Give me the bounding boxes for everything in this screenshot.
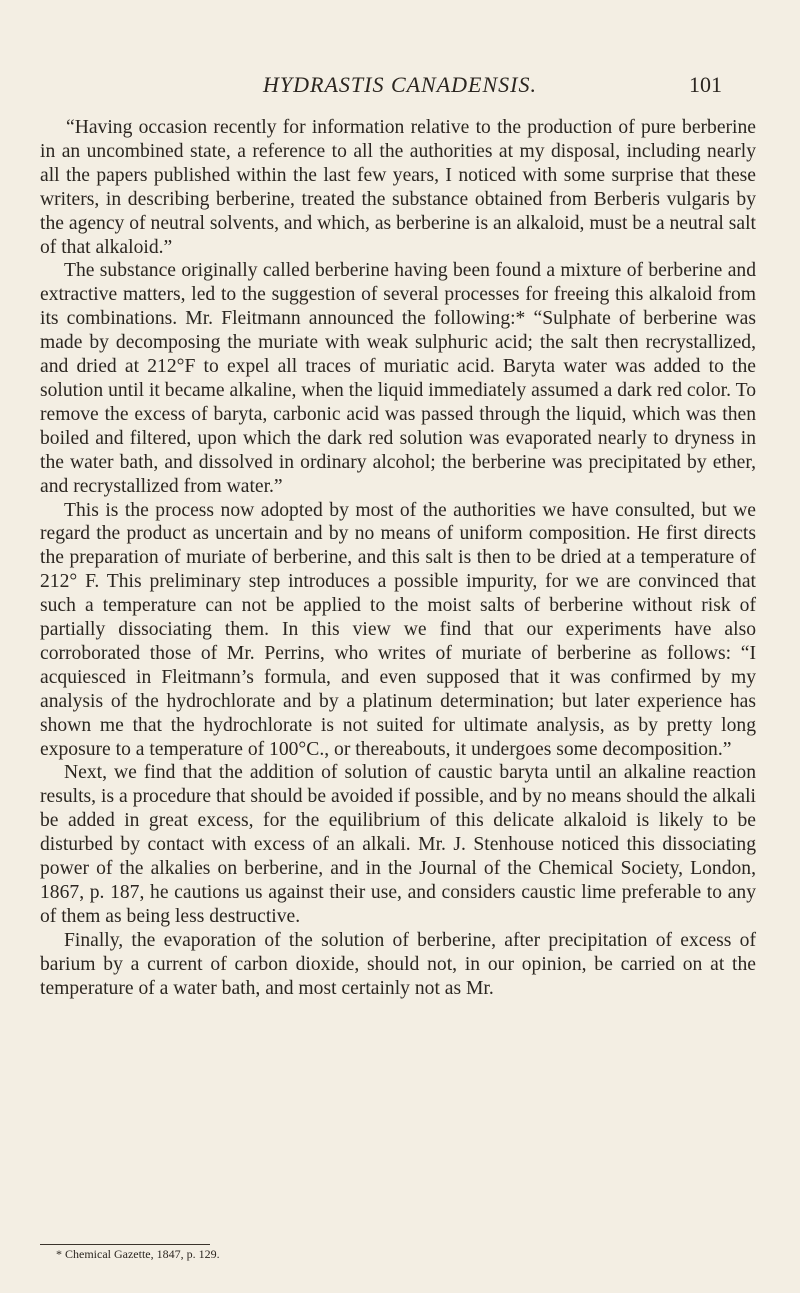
- footnote: * Chemical Gazette, 1847, p. 129.: [56, 1247, 220, 1261]
- paragraph-1: “Having occasion recently for information relative to the production of pure berberine in an uncombined state, a reference to all the authorities at my disposal, including nearly all the papers published within the last few years, I noticed with some surprise that these writers, in describing berberine, treated the substance obtained from Berberis vulgaris by the agency of neutral solvents, and which, as berberine is an alkaloid, must be a neutral salt of that alkaloid.”: [40, 117, 756, 258]
- page-number: 101: [689, 72, 722, 97]
- page-header: [40, 72, 760, 102]
- paragraph-3: This is the process now adopted by most of the authorities we have consulted, but we regard the product as uncertain and by no means of uniform composition. He first directs the preparation of muriate of berberine, and this salt is then to be dried at a temperature of 212° F. This preliminary step introduces a possible impurity, for we are convinced that such a temperature can not be applied to the moist salts of berberine without risk of partially dissociating them. In this view we find that our experiments have also corroborated those of Mr. Perrins, who writes of muriate of berberine as follows: “I acquiesced in Fleitmann’s formula, and even supposed that it was confirmed by my analysis of the hydrochlorate and by a platinum determination; but later experience has shown me that the hydrochlorate is not suited for ultimate analysis, as by pretty long exposure to a temperature of 100°C., or thereabouts, it undergoes some decomposition.”: [40, 499, 756, 760]
- running-head: HYDRASTIS CANADENSIS.: [263, 72, 537, 97]
- footnote-rule: [40, 1244, 210, 1245]
- paragraph-2: The substance originally called berberine having been found a mixture of berberine and extractive matters, led to the suggestion of several processes for freeing this alkaloid from its combinations. Mr. Fleitmann announced the following:* “Sulphate of berberine was made by decomposing the muriate with weak sulphuric acid; the salt then recrystallized, and dried at 212°F to expel all traces of muriatic acid. Baryta water was added to the solution until it became alkaline, when the liquid immediately assumed a dark red color. To remove the excess of baryta, carbonic acid was passed through the liquid, which was then boiled and filtered, upon which the dark red solution was evaporated nearly to dryness in the water bath, and dissolved in ordinary alcohol; the berberine was precipitated by ether, and recrystallized from water.”: [40, 260, 756, 497]
- body-text: [40, 116, 756, 1001]
- paragraph-5: Finally, the evaporation of the solution of berberine, after precipitation of excess of barium by a current of carbon dioxide, should not, in our opinion, be carried on at the temperature of a water bath, and most certainly not as Mr.: [40, 929, 756, 999]
- paragraph-4: Next, we find that the addition of solution of caustic baryta until an alkaline reaction results, is a procedure that should be avoided if possible, and by no means should the alkali be added in great excess, for the equilibrium of this delicate alkaloid is likely to be disturbed by contact with excess of an alkali. Mr. J. Stenhouse noticed this dissociating power of the alkalies on berberine, and in the Journal of the Chemical Society, London, 1867, p. 187, he cautions us against their use, and considers caustic lime preferable to any of them as being less destructive.: [40, 762, 756, 927]
